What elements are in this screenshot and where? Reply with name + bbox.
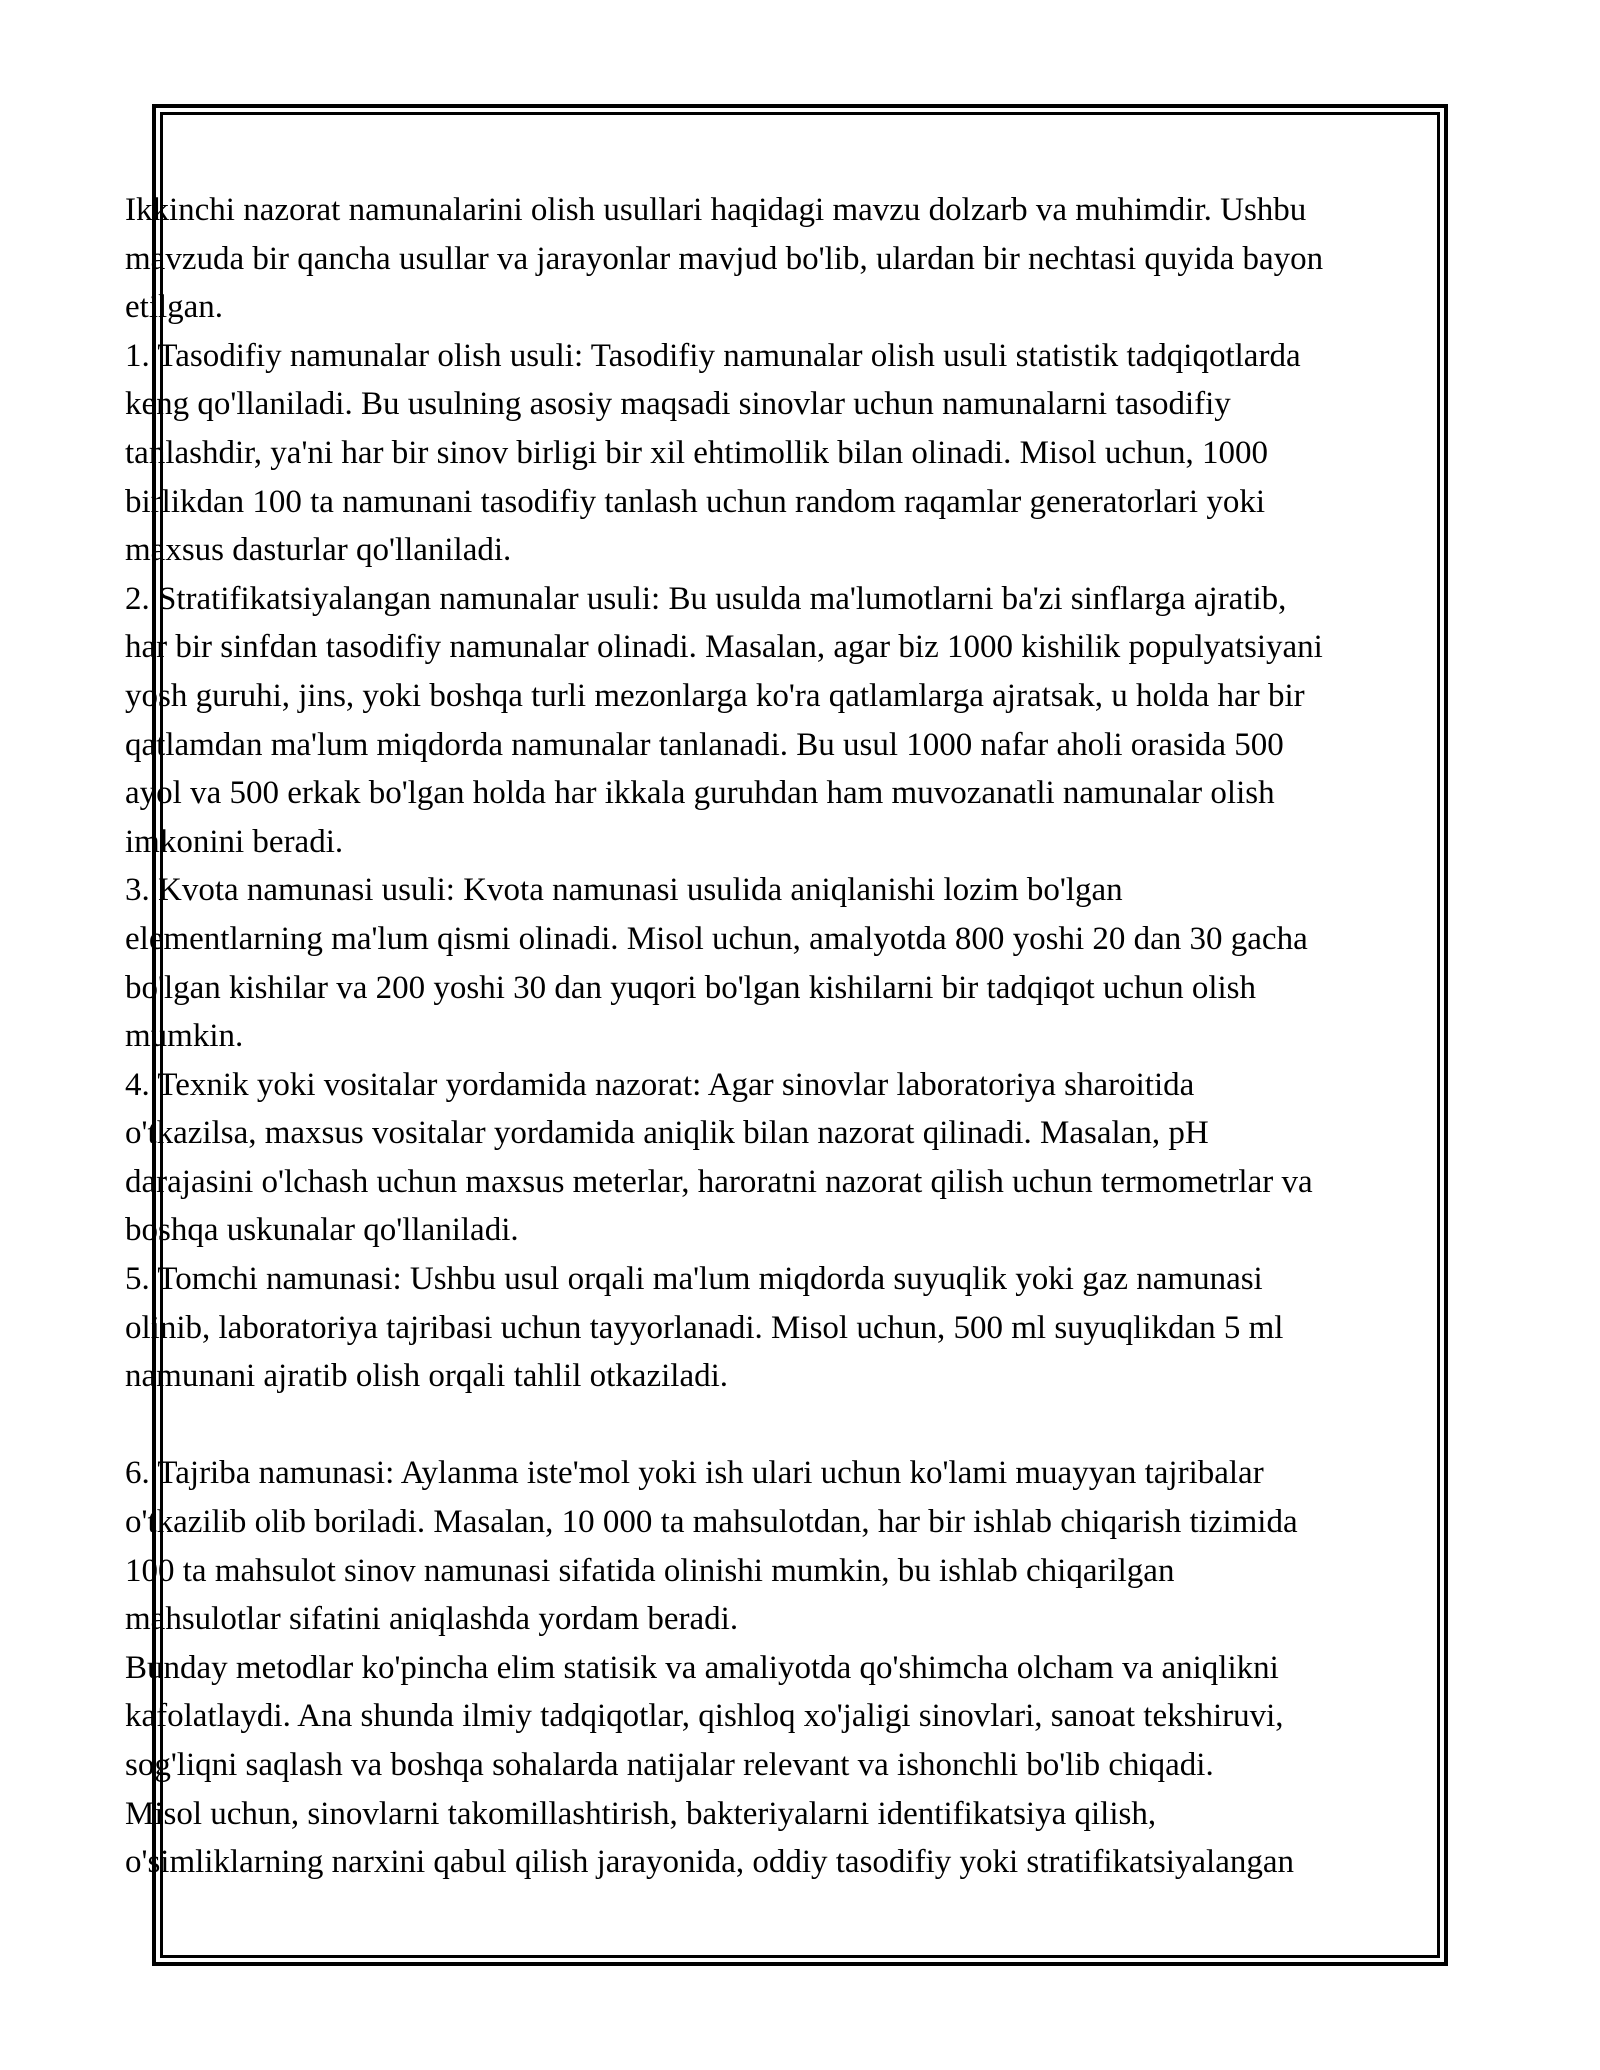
text-line: maxsus dasturlar qo'llaniladi.	[125, 532, 512, 569]
text-line: mavzuda bir qancha usullar va jarayonlar mavjud bo'lib, ulardan bir nechtasi quyida bayon	[125, 240, 1324, 277]
text-line: 100 ta mahsulot sinov namunasi sifatida olinishi mumkin, bu ishlab chiqarilgan	[125, 1552, 1175, 1589]
text-line: o'tkazilib olib boriladi. Masalan, 10 000 ta mahsulotdan, har bir ishlab chiqarish tizimida	[125, 1504, 1298, 1541]
text-line: 3. Kvota namunasi usuli: Kvota namunasi usulida aniqlanishi lozim bo'lgan	[125, 872, 1123, 909]
text-line: Misol uchun, sinovlarni takomillashtirish, bakteriyalarni identifikatsiya qilish,	[125, 1795, 1157, 1832]
text-line: boshqa uskunalar qo'llaniladi.	[125, 1212, 519, 1249]
text-line: 5. Tomchi namunasi: Ushbu usul orqali ma'lum miqdorda suyuqlik yoki gaz namunasi	[125, 1261, 1263, 1298]
text-line: 1. Tasodifiy namunalar olish usuli: Tasodifiy namunalar olish usuli statistik tadqiqotlarda	[125, 337, 1301, 374]
text-line: 2. Stratifikatsiyalangan namunalar usuli: Bu usulda ma'lumotlarni ba'zi sinflarga ajratib,	[125, 580, 1287, 617]
page-border-inner	[160, 112, 1440, 1958]
text-line: olinib, laboratoriya tajribasi uchun tayyorlanadi. Misol uchun, 500 ml suyuqlikdan 5 ml	[125, 1309, 1284, 1346]
text-line: kafolatlaydi. Ana shunda ilmiy tadqiqotlar, qishloq xo'jaligi sinovlari, sanoat tekshiruvi,	[125, 1698, 1284, 1735]
text-line: elementlarning ma'lum qismi olinadi. Misol uchun, amalyotda 800 yoshi 20 dan 30 gacha	[125, 920, 1308, 957]
text-line: o'tkazilsa, maxsus vositalar yordamida aniqlik bilan nazorat qilinadi. Masalan, pH	[125, 1115, 1209, 1152]
text-line: ayol va 500 erkak bo'lgan holda har ikkala guruhdan ham muvozanatli namunalar olish	[125, 775, 1275, 812]
text-line: mumkin.	[125, 1018, 244, 1055]
text-line: tanlashdir, ya'ni har bir sinov birligi bir xil ehtimollik bilan olinadi. Misol uchun, 1000	[125, 434, 1268, 471]
text-line: 4. Texnik yoki vositalar yordamida nazorat: Agar sinovlar laboratoriya sharoitida	[125, 1066, 1195, 1103]
text-line: Bunday metodlar ko'pincha elim statisik va amaliyotda qo'shimcha olcham va aniqlikni	[125, 1649, 1279, 1686]
text-line: Ikkinchi nazorat namunalarini olish usullari haqidagi mavzu dolzarb va muhimdir. Ushbu	[125, 192, 1307, 228]
text-line: keng qo'llaniladi. Bu usulning asosiy maqsadi sinovlar uchun namunalarni tasodifiy	[125, 386, 1231, 423]
text-line: o'simliklarning narxini qabul qilish jarayonida, oddiy tasodifiy yoki stratifikatsiyalangan	[125, 1844, 1294, 1881]
text-line: imkonini beradi.	[125, 823, 344, 860]
text-line: namunani ajratib olish orqali tahlil otkaziladi.	[125, 1358, 729, 1395]
text-line: etilgan.	[125, 289, 224, 326]
text-line: har bir sinfdan tasodifiy namunalar olinadi. Masalan, agar biz 1000 kishilik populyatsiyani	[125, 629, 1323, 666]
text-line: bo'lgan kishilar va 200 yoshi 30 dan yuqori bo'lgan kishilarni bir tadqiqot uchun olish	[125, 969, 1257, 1006]
text-line: darajasini o'lchash uchun maxsus meterlar, haroratni nazorat qilish uchun termometrlar va	[125, 1163, 1313, 1200]
text-line: qatlamdan ma'lum miqdorda namunalar tanlanadi. Bu usul 1000 nafar aholi orasida 500	[125, 726, 1284, 763]
text-line: sog'liqni saqlash va boshqa sohalarda natijalar relevant va ishonchli bo'lib chiqadi.	[125, 1747, 1214, 1783]
text-line: mahsulotlar sifatini aniqlashda yordam beradi.	[125, 1601, 739, 1638]
text-line: 6. Tajriba namunasi: Aylanma iste'mol yoki ish ulari uchun ko'lami muayyan tajribalar	[125, 1455, 1264, 1492]
text-line: birlikdan 100 ta namunani tasodifiy tanlash uchun random raqamlar generatorlari yoki	[125, 483, 1265, 520]
text-line: yosh guruhi, jins, yoki boshqa turli mezonlarga ko'ra qatlamlarga ajratsak, u holda har bir	[125, 677, 1305, 714]
